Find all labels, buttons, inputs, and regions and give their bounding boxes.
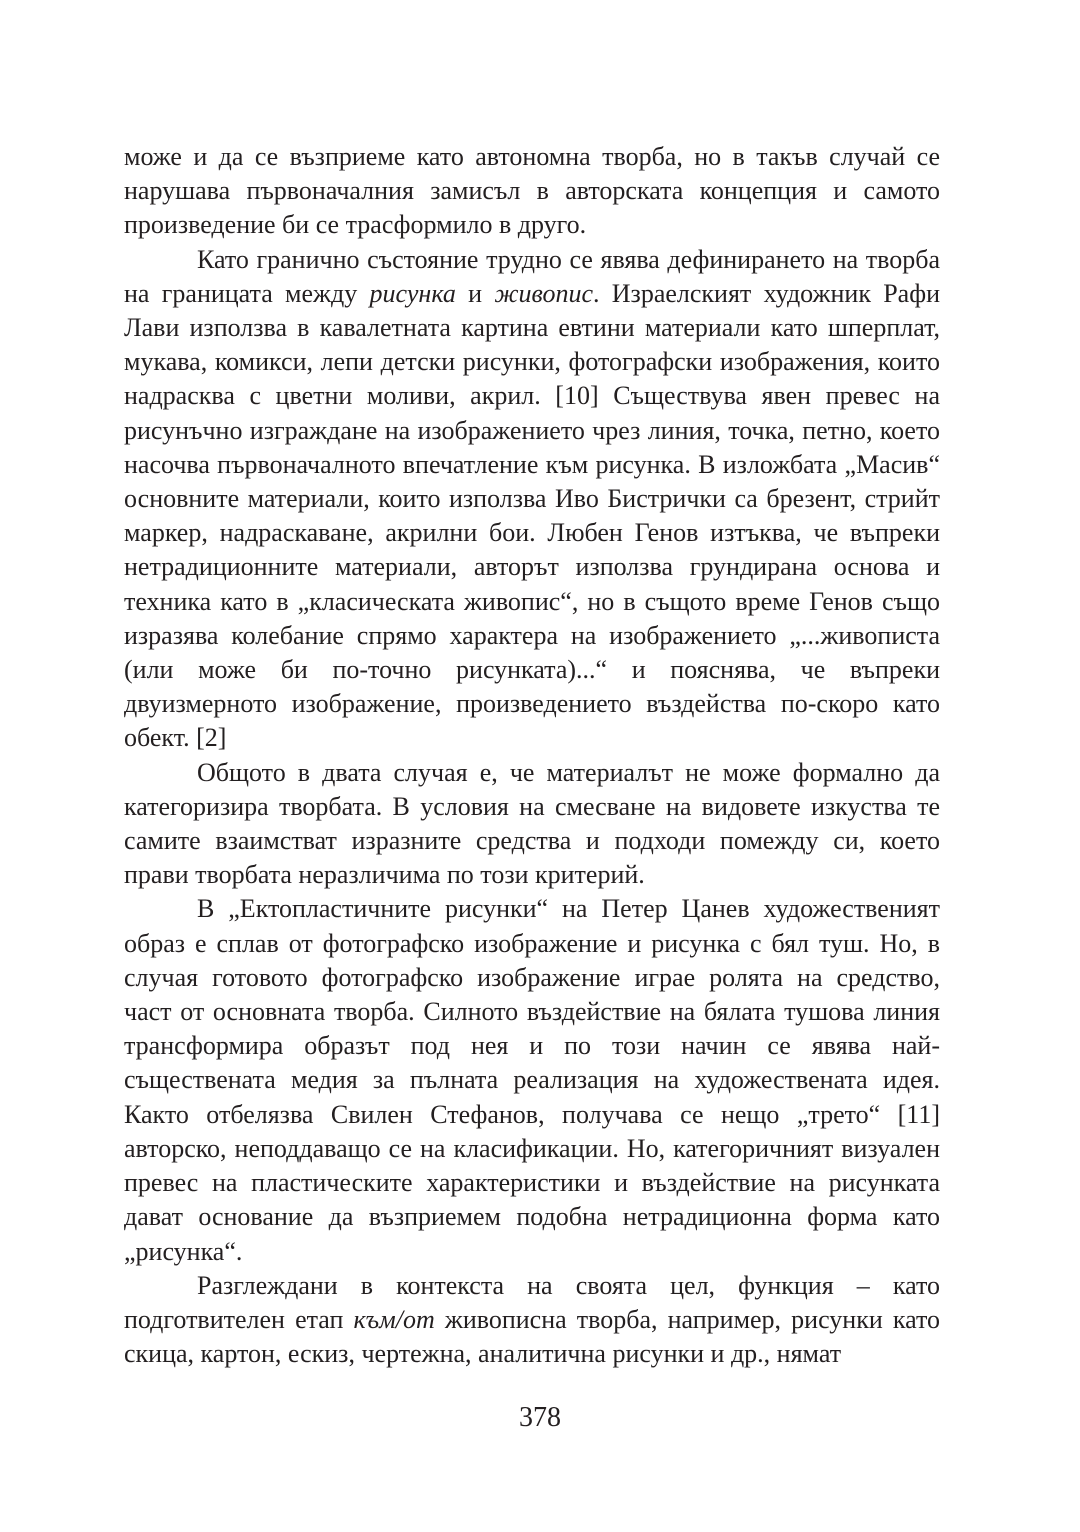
paragraph-3-text: Общото в двата случая е, че материалът не може формално да категоризира творбата. В условия на смесване на видовете изкуства те самите взаимстват изразните средства и подходи помежду си, което прави творбата неразличима по този критерий.: [124, 757, 940, 890]
paragraph-2: [124, 243, 940, 756]
paragraph-2-run-3: и: [455, 278, 495, 308]
paragraph-2-italic-zhivopis: живопис: [494, 278, 593, 308]
paragraph-4-text: В „Ектопластичните рисунки“ на Петер Цанев художественият образ е сплав от фотографско изображение и рисунка с бял туш. Но, в случая готовото фотографско изображение играе ролята на средство, част от основната творба. Силното въздействие на бялата тушова линия трансформира образът под нея и по този начин се явява най-съществената медия за пълната реализация на художествената идея. Както отбелязва Свилен Стефанов, получава се нещо „трето“ [11] авторско, неподдаващо се на класификации. Но, категоричният визуален превес на пластическите характеристики и въздействие на рисунката дават основание да възприемем подобна нетрадиционна форма като „рисунка“.: [124, 894, 940, 1266]
paragraph-5-italic-kam-ot: към/от: [353, 1304, 435, 1334]
paragraph-1-text: може и да се възприеме като автономна творба, но в такъв случай се нарушава първоначалния замисъл в авторската концепция и самото произведение би се трасформило в друго.: [124, 142, 940, 240]
paragraph-2-run-1: Като гранично състояние трудно се явява дефинирането на творба на границата между: [124, 244, 940, 308]
paragraph-2-italic-risunka: рисунка: [369, 278, 456, 308]
paragraph-5-run-3: живописна творба, например, рисунки като скица, картон, ескиз, чертежна, аналитична рисунки и др., нямат: [124, 1304, 940, 1369]
paragraph-2-run-5: . Израелският художник Рафи Лави използва в кавалетната картина евтини материали като шперплат, мукава, комикси, лепи детски рисунки, фотографски изображения, които надрасква с цветни моливи, акрил. [10] Съществува явен превес на рисунъчно изграждане на изображението чрез линия, точка, петно, което насочва първоначалното впечатление към рисунка. В изложбата „Масив“ основните материали, които използва Иво Бистрички са брезент, стрийт маркер, надраскаване, акрилни бои. Любен Генов изтъква, че въпреки нетрадиционните материали, авторът използва грундирана основа и техника като в „класическата живопис“, но в същото време Генов също изразява колебание спрямо характера на изображението „...живописта (или може би по-точно рисунката)...“ и пояснява, че въпреки двуизмерното изображение, произведението въздейства по-скоро като обект. [2]: [124, 278, 940, 753]
paragraph-1: [124, 140, 940, 243]
page-number: 378: [519, 1402, 561, 1433]
body-text: [124, 140, 940, 1371]
paragraph-5: [124, 1269, 940, 1372]
paragraph-5-run-1: Разглеждани в контекста на своята цел, функция – като подготвителен етап: [124, 1270, 940, 1334]
paragraph-4: [124, 892, 940, 1268]
paragraph-3: [124, 756, 940, 893]
